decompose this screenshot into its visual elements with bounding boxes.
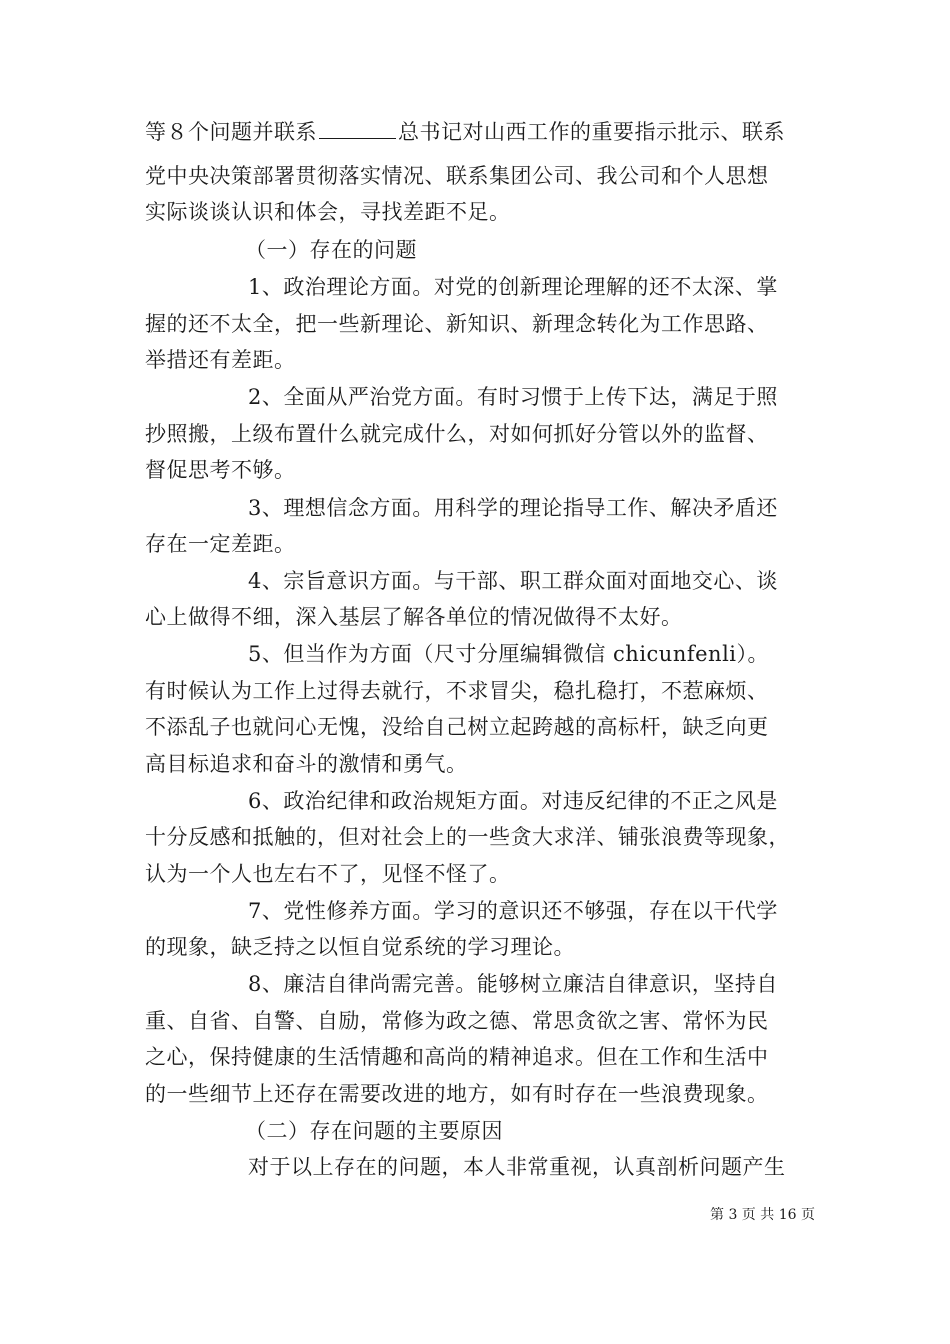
item-6-line-2: 十分反感和抵触的，但对社会上的一些贪大求洋、铺张浪费等现象， <box>145 825 790 849</box>
item-7-line-2: 的现象，缺乏持之以恒自觉系统的学习理论。 <box>145 935 575 959</box>
intro-line-1 <box>145 118 785 146</box>
item-8-line-4: 的一些细节上还存在需要改进的地方，如有时存在一些浪费现象。 <box>145 1082 769 1106</box>
item-7-line-1: 7、党性修养方面。学习的意识还不够强，存在以干代学 <box>248 899 778 923</box>
item-6-line-3: 认为一个人也左右不了，见怪不怪了。 <box>145 862 511 886</box>
fill-in-blank <box>319 120 396 139</box>
item-8-line-2: 重、自省、自警、自励，常修为政之德、常思贪欲之害、常怀为民 <box>145 1009 769 1033</box>
section-2-paragraph-1: 对于以上存在的问题，本人非常重视，认真剖析问题产生 <box>248 1155 786 1179</box>
item-2-line-3: 督促思考不够。 <box>145 458 296 482</box>
item-2-line-1: 2、全面从严治党方面。有时习惯于上传下达，满足于照 <box>248 385 778 409</box>
section-1-heading: （一）存在的问题 <box>245 238 417 262</box>
item-3-line-2: 存在一定差距。 <box>145 532 296 556</box>
item-5-line-2: 有时候认为工作上过得去就行，不求冒尖，稳扎稳打，不惹麻烦、 <box>145 679 769 703</box>
section-2-heading: （二）存在问题的主要原因 <box>245 1119 503 1143</box>
intro-line-3: 实际谈谈认识和体会，寻找差距不足。 <box>145 200 511 224</box>
item-6-line-1: 6、政治纪律和政治规矩方面。对违反纪律的不正之风是 <box>248 789 778 813</box>
item-8-line-3: 之心，保持健康的生活情趣和高尚的精神追求。但在工作和生活中 <box>145 1045 769 1069</box>
item-1-line-1: 1、政治理论方面。对党的创新理论理解的还不太深、掌 <box>248 275 778 299</box>
intro-line-2: 党中央决策部署贯彻落实情况、联系集团公司、我公司和个人思想 <box>145 164 769 188</box>
item-2-line-2: 抄照搬，上级布置什么就完成什么，对如何抓好分管以外的监督、 <box>145 422 769 446</box>
page-number-footer: 第 3 页 共 16 页 <box>710 1207 815 1223</box>
item-5-line-1: 5、但当作为方面（尺寸分厘编辑微信 chicunfenli）。 <box>248 642 770 666</box>
item-1-line-2: 握的还不太全，把一些新理论、新知识、新理念转化为工作思路、 <box>145 312 769 336</box>
item-1-line-3: 举措还有差距。 <box>145 348 296 372</box>
item-5-line-4: 高目标追求和奋斗的激情和勇气。 <box>145 752 468 776</box>
intro-line-1-before: 等８个问题并联系 <box>145 120 317 144</box>
item-3-line-1: 3、理想信念方面。用科学的理论指导工作、解决矛盾还 <box>248 496 778 520</box>
item-4-line-2: 心上做得不细，深入基层了解各单位的情况做得不太好。 <box>145 605 683 629</box>
item-5-line-3: 不添乱子也就问心无愧，没给自己树立起跨越的高标杆，缺乏向更 <box>145 715 769 739</box>
item-8-line-1: 8、廉洁自律尚需完善。能够树立廉洁自律意识，坚持自 <box>248 972 778 996</box>
item-4-line-1: 4、宗旨意识方面。与干部、职工群众面对面地交心、谈 <box>248 569 778 593</box>
intro-line-1-after: 总书记对山西工作的重要指示批示、联系 <box>398 120 785 144</box>
